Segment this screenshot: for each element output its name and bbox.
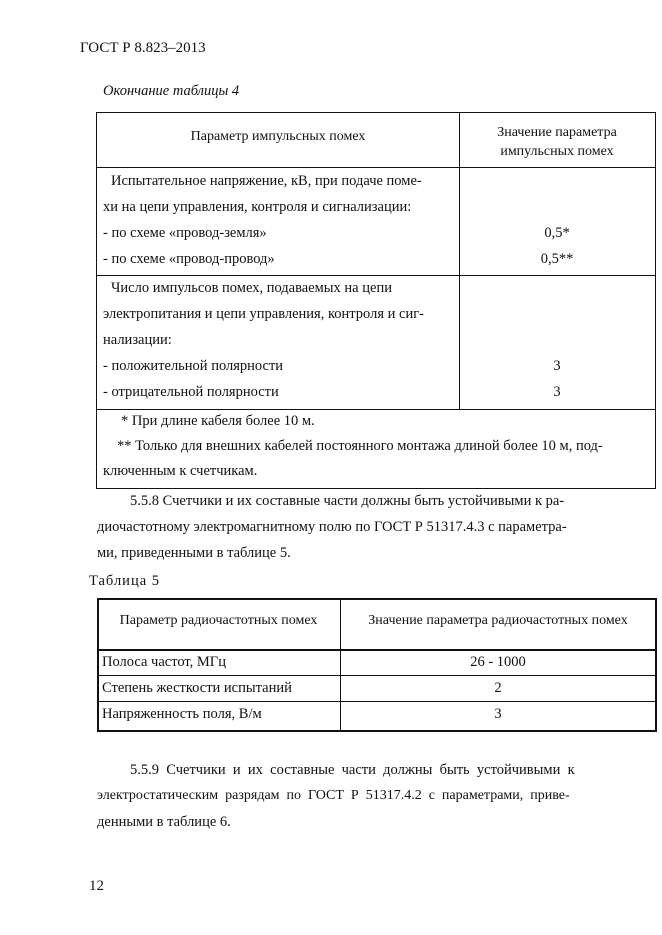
block2-line1: Число импульсов помех, подаваемых на цепи [111,280,392,296]
page-number: 12 [89,878,104,894]
para-559-line1: 5.5.9 Счетчики и их составные части должны быть устойчивыми к [130,762,575,778]
table-5-row-divider-1 [97,675,657,676]
table-4-note-2-line1: ** Только для внешних кабелей постоянного монтажа длиной более 10 м, под- [117,438,603,454]
para-558-line2: диочастотному электромагнитному полю по ГОСТ Р 51317.4.3 с параметра- [97,519,567,535]
block2-row1-label: - положительной полярности [103,358,284,374]
table-4-col2-header [459,123,655,161]
para-559-line3: денными в таблице 6. [97,814,231,830]
table-4 [96,112,656,489]
block2-line3: нализации: [103,332,172,348]
table-4-note-2-line2: ключенным к счетчикам. [103,463,258,479]
para-558-line1: 5.5.8 Счетчики и их составные части должны быть устойчивыми к ра- [130,493,565,509]
block1-line1: Испытательное напряжение, кВ, при подаче поме- [111,173,422,189]
table-5-row1-value: 26 - 1000 [470,654,526,670]
table-5-row2-value: 2 [494,680,502,696]
table-5 [97,598,657,732]
table-5-header-divider [97,649,657,651]
para-559-line2: электростатическим разрядам по ГОСТ Р 51317.4.2 с параметрами, приве- [97,788,570,803]
table-5-right-border [655,598,657,732]
table-5-row-divider-2 [97,701,657,702]
block1-row2-value: 0,5** [540,251,574,267]
document-header: ГОСТ Р 8.823–2013 [80,40,206,56]
table-4-header-divider [97,167,655,168]
table-5-row3-label: Напряженность поля, В/м [102,706,262,722]
para-558-line3: ми, приведенными в таблице 5. [97,545,291,561]
table-4-row-divider [97,275,655,276]
table-5-row3-value: 3 [494,706,502,722]
table-4-notes-divider [97,409,655,410]
table-4-col2-header-line2: импульсных помех [500,144,614,159]
block1-line2: хи на цепи управления, контроля и сигнализации: [103,199,412,215]
table-5-caption: Таблица 5 [89,573,161,589]
block2-row2-value: 3 [553,384,561,400]
table-4-col2-header-line1: Значение параметра [497,125,617,140]
block1-row1-value: 0,5* [544,225,570,241]
table-5-row1-label: Полоса частот, МГц [102,654,226,670]
table-4-col1-header: Параметр импульсных помех [190,129,366,144]
table-4-note-1: * При длине кабеля более 10 м. [121,413,315,429]
table-5-col2-header: Значение параметра радиочастотных помех [368,613,628,628]
table-5-top-border [97,598,657,600]
table-5-bottom-border [97,730,657,732]
block2-row2-label: - отрицательной полярности [103,384,279,400]
block2-row1-value: 3 [553,358,561,374]
table-5-row2-label: Степень жесткости испытаний [102,680,292,696]
block1-row1-label: - по схеме «провод-земля» [103,225,267,241]
block1-row2-label: - по схеме «провод-провод» [103,251,275,267]
block2-line2: электропитания и цепи управления, контроля и сиг- [103,306,424,322]
table-4-caption: Окончание таблицы 4 [103,83,240,99]
table-5-col1-header: Параметр радиочастотных помех [119,613,318,628]
